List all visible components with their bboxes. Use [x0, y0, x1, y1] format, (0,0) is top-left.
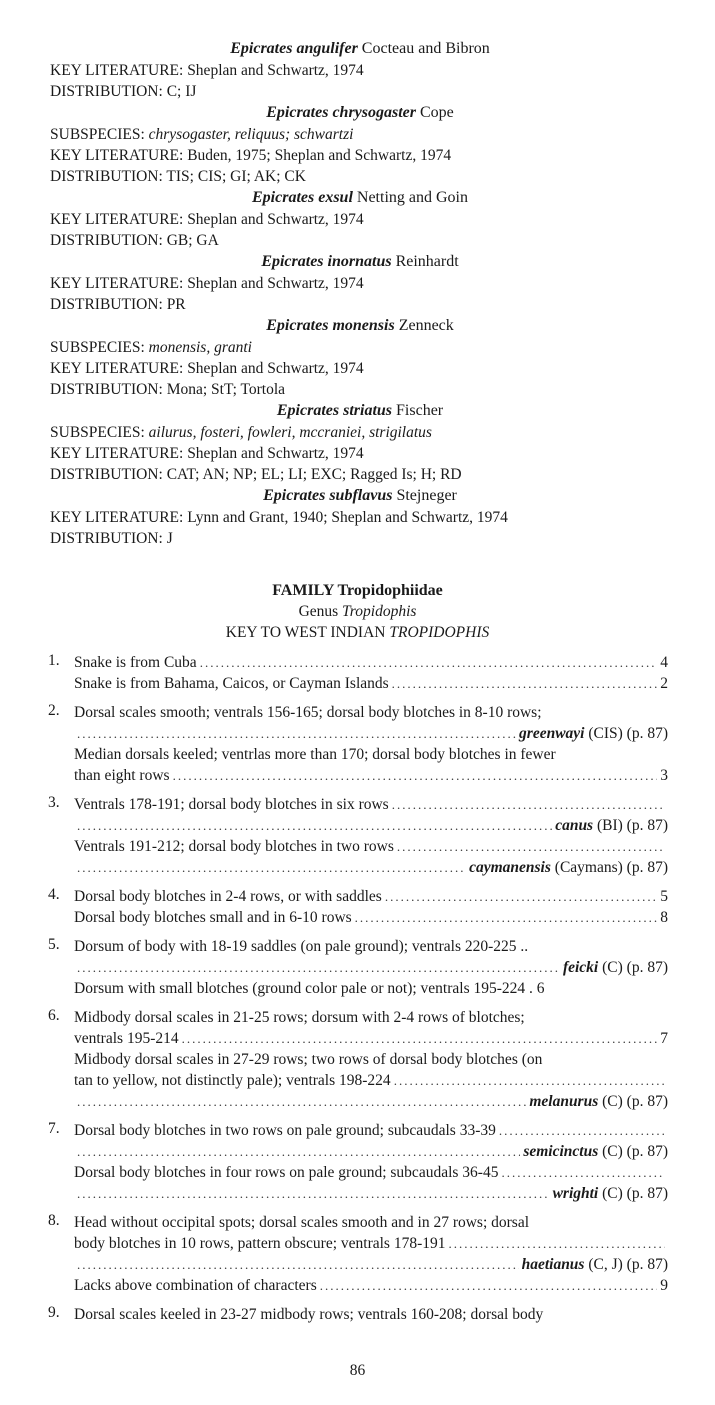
- key-line: [48, 1070, 668, 1091]
- key-line-text: Dorsal scales smooth; ventrals 156-165; dorsal body blotches in 8-10 rows;: [74, 704, 542, 721]
- leader-dots: [499, 1120, 665, 1141]
- leader-dots: [173, 765, 658, 786]
- detail-value: chrysogaster, reliquus; schwartzi: [148, 126, 354, 143]
- taxon-name: semicinctus: [523, 1143, 599, 1160]
- key-couplet: [48, 702, 668, 786]
- leader-dots: [320, 1275, 658, 1296]
- key-line: [48, 1007, 668, 1028]
- key-line: [48, 1183, 668, 1204]
- species-author: Netting and Goin: [356, 189, 468, 206]
- key-line: [48, 723, 668, 744]
- couplet-number: 2.: [48, 702, 60, 719]
- detail-label: KEY LITERATURE:: [50, 62, 184, 79]
- key-line-result: 8: [660, 909, 668, 926]
- detail-value: Sheplan and Schwartz, 1974: [187, 275, 364, 292]
- key-couplet: [48, 1007, 668, 1112]
- key-couplet: [48, 886, 668, 928]
- key-line-end: [660, 886, 668, 907]
- detail-value: Sheplan and Schwartz, 1974: [187, 445, 364, 462]
- species-detail-line: [50, 379, 670, 400]
- detail-label: KEY LITERATURE:: [50, 275, 184, 292]
- couplet-number: 8.: [48, 1212, 60, 1229]
- detail-value: GB; GA: [166, 232, 219, 249]
- key-line-end: [563, 957, 668, 978]
- key-line-text: Dorsal body blotches in two rows on pale ground; subcaudals 33-39: [74, 1122, 496, 1139]
- key-line-end: [555, 815, 668, 836]
- detail-value: J: [166, 530, 173, 547]
- key-line: [48, 765, 668, 786]
- detail-value: ailurus, fosteri, fowleri, mccraniei, strigilatus: [148, 424, 432, 441]
- species-detail-line: [50, 145, 670, 166]
- leader-dots: [77, 857, 466, 878]
- leader-dots: [77, 1141, 520, 1162]
- genus-heading: [0, 603, 715, 621]
- detail-label: KEY LITERATURE:: [50, 509, 184, 526]
- key-line-end: [469, 857, 668, 878]
- key-line-result: 9: [660, 1277, 668, 1294]
- detail-value: Sheplan and Schwartz, 1974: [187, 360, 364, 377]
- key-line: [48, 1304, 668, 1325]
- taxon-name: haetianus: [521, 1256, 585, 1273]
- species-detail-line: [50, 337, 670, 358]
- key-line-result: 3: [660, 767, 668, 784]
- species-name: Epicrates angulifer: [230, 40, 358, 57]
- key-line-text: Dorsum with small blotches (ground color pale or not); ventrals 195-224 . 6: [74, 980, 545, 997]
- key-line-end: [660, 1275, 668, 1296]
- key-line-text: Dorsum of body with 18-19 saddles (on pale ground); ventrals 220-225 ..: [74, 938, 529, 955]
- key-line-end: [660, 1028, 668, 1049]
- species-name: Epicrates chrysogaster: [266, 104, 416, 121]
- key-line-text: Ventrals 178-191; dorsal body blotches in six rows: [74, 796, 389, 813]
- species-heading: [50, 251, 670, 273]
- leader-dots: [77, 1254, 519, 1275]
- leader-dots: [77, 815, 552, 836]
- key-couplet: [48, 1120, 668, 1204]
- detail-value: Sheplan and Schwartz, 1974: [187, 211, 364, 228]
- leader-dots: [394, 1070, 665, 1091]
- species-detail-line: [50, 443, 670, 464]
- couplet-number: 5.: [48, 936, 60, 953]
- key-line: [48, 857, 668, 878]
- species-author: Cope: [420, 104, 454, 121]
- key-line-text: body blotches in 10 rows, pattern obscure; ventrals 178-191: [74, 1235, 446, 1252]
- key-line-result: (BI) (p. 87): [596, 817, 668, 834]
- key-line-end: [529, 1091, 668, 1112]
- leader-dots: [385, 886, 657, 907]
- key-line-result: (C, J) (p. 87): [588, 1256, 668, 1273]
- key-couplet: [48, 1212, 668, 1296]
- detail-label: DISTRIBUTION:: [50, 530, 163, 547]
- key-line-text: ventrals 195-214: [74, 1030, 179, 1047]
- key-line: [48, 957, 668, 978]
- key-line: [48, 1120, 668, 1141]
- couplet-number: 1.: [48, 652, 60, 669]
- key-title-name: TROPIDOPHIS: [389, 624, 490, 641]
- key-line: [48, 1162, 668, 1183]
- key-line-text: tan to yellow, not distinctly pale); ventrals 198-224: [74, 1072, 391, 1089]
- key-line-text: Dorsal body blotches small and in 6-10 rows: [74, 909, 352, 926]
- species-name: Epicrates striatus: [276, 402, 393, 419]
- key-line-text: Dorsal body blotches in 2-4 rows, or with saddles: [74, 888, 382, 905]
- species-detail-line: [50, 507, 670, 528]
- species-name: Epicrates monensis: [266, 317, 395, 334]
- species-detail-line: [50, 124, 670, 145]
- key-line: [48, 652, 668, 673]
- key-line-end: [519, 723, 668, 744]
- key-title: [0, 624, 715, 642]
- key-line-result: 4: [660, 654, 668, 671]
- key-line-text: Ventrals 191-212; dorsal body blotches in two rows: [74, 838, 394, 855]
- species-author: Reinhardt: [395, 253, 459, 270]
- key-line-result: (C) (p. 87): [602, 1093, 668, 1110]
- species-author: Fischer: [396, 402, 444, 419]
- key-line: [48, 794, 668, 815]
- key-line-end: [553, 1183, 668, 1204]
- species-heading: [50, 38, 670, 60]
- detail-value: Sheplan and Schwartz, 1974: [187, 62, 364, 79]
- key-line-text: Midbody dorsal scales in 27-29 rows; two rows of dorsal body blotches (on: [74, 1051, 543, 1068]
- detail-label: SUBSPECIES:: [50, 339, 145, 356]
- key-line-result: (CIS) (p. 87): [588, 725, 668, 742]
- key-line-result: 5: [660, 888, 668, 905]
- species-detail-line: [50, 60, 670, 81]
- key-line-text: Snake is from Bahama, Caicos, or Cayman Islands: [74, 675, 389, 692]
- genus-name: Tropidophis: [342, 603, 417, 620]
- taxon-name: melanurus: [529, 1093, 599, 1110]
- detail-value: CAT; AN; NP; EL; LI; EXC; Ragged Is; H; RD: [166, 466, 462, 483]
- key-line-text: Head without occipital spots; dorsal scales smooth and in 27 rows; dorsal: [74, 1214, 530, 1231]
- species-heading: [50, 315, 670, 337]
- key-line-text: Dorsal body blotches in four rows on pale ground; subcaudals 36-45: [74, 1164, 499, 1181]
- detail-label: KEY LITERATURE:: [50, 445, 184, 462]
- couplet-number: 3.: [48, 794, 60, 811]
- key-line: [48, 978, 668, 999]
- detail-label: DISTRIBUTION:: [50, 232, 163, 249]
- species-author: Cocteau and Bibron: [361, 40, 490, 57]
- couplet-number: 9.: [48, 1304, 60, 1321]
- key-line: [48, 1212, 668, 1233]
- key-line: [48, 1141, 668, 1162]
- species-name: Epicrates subflavus: [263, 487, 393, 504]
- key-line-end: [522, 1254, 668, 1275]
- key-line: [48, 1275, 668, 1296]
- species-detail-line: [50, 422, 670, 443]
- page-number: 86: [349, 1362, 366, 1379]
- species-detail-line: [50, 358, 670, 379]
- key-couplet: [48, 1304, 668, 1325]
- taxon-name: canus: [555, 817, 594, 834]
- leader-dots: [397, 836, 665, 857]
- key-line-result: (C) (p. 87): [602, 959, 668, 976]
- key-line: [48, 744, 668, 765]
- detail-label: KEY LITERATURE:: [50, 211, 184, 228]
- species-detail-line: [50, 273, 670, 294]
- couplet-number: 7.: [48, 1120, 60, 1137]
- key-line: [48, 702, 668, 723]
- key-line: [48, 1233, 668, 1254]
- key-line-text: Dorsal scales keeled in 23-27 midbody rows; ventrals 160-208; dorsal body: [74, 1306, 544, 1323]
- detail-label: KEY LITERATURE:: [50, 360, 184, 377]
- couplet-number: 4.: [48, 886, 60, 903]
- leader-dots: [77, 1091, 526, 1112]
- key-line-end: [660, 652, 668, 673]
- detail-value: PR: [166, 296, 186, 313]
- leader-dots: [392, 794, 665, 815]
- species-detail-line: [50, 230, 670, 251]
- key-line-text: Snake is from Cuba: [74, 654, 197, 671]
- couplet-number: 6.: [48, 1007, 60, 1024]
- taxon-name: caymanensis: [469, 859, 551, 876]
- leader-dots: [77, 1183, 550, 1204]
- key-line-result: (Caymans) (p. 87): [554, 859, 668, 876]
- detail-value: Lynn and Grant, 1940; Sheplan and Schwartz, 1974: [187, 509, 508, 526]
- key-line-text: Lacks above combination of characters: [74, 1277, 317, 1294]
- species-heading: [50, 485, 670, 507]
- detail-value: Mona; StT; Tortola: [166, 381, 286, 398]
- species-author: Stejneger: [396, 487, 457, 504]
- detail-value: Buden, 1975; Sheplan and Schwartz, 1974: [187, 147, 452, 164]
- species-detail-line: [50, 166, 670, 187]
- detail-label: DISTRIBUTION:: [50, 168, 163, 185]
- key-couplet: [48, 652, 668, 694]
- species-heading: [50, 400, 670, 422]
- key-line: [48, 1254, 668, 1275]
- species-author: Zenneck: [398, 317, 454, 334]
- key-line-text: than eight rows: [74, 767, 170, 784]
- detail-label: SUBSPECIES:: [50, 424, 145, 441]
- key-line: [48, 1049, 668, 1070]
- key-line-end: [660, 765, 668, 786]
- taxon-name: feicki: [562, 959, 599, 976]
- detail-label: SUBSPECIES:: [50, 126, 145, 143]
- family-heading: FAMILY Tropidophiidae: [272, 582, 443, 599]
- species-detail-line: [50, 81, 670, 102]
- detail-label: DISTRIBUTION:: [50, 381, 163, 398]
- key-couplet: [48, 794, 668, 878]
- taxon-name: wrighti: [552, 1185, 599, 1202]
- detail-label: DISTRIBUTION:: [50, 466, 163, 483]
- detail-label: DISTRIBUTION:: [50, 83, 163, 100]
- key-line-result: 2: [660, 675, 668, 692]
- key-line: [48, 836, 668, 857]
- key-line: [48, 907, 668, 928]
- key-line: [48, 1091, 668, 1112]
- key-line-end: [660, 907, 668, 928]
- species-accounts: [50, 38, 670, 549]
- leader-dots: [182, 1028, 658, 1049]
- species-heading: [50, 187, 670, 209]
- key-couplet: [48, 936, 668, 999]
- key-line: [48, 886, 668, 907]
- key-title-prefix: KEY TO WEST INDIAN: [225, 624, 386, 641]
- genus-prefix: Genus: [298, 603, 339, 620]
- species-detail-line: [50, 528, 670, 549]
- key-line-end: [523, 1141, 668, 1162]
- key-line: [48, 1028, 668, 1049]
- detail-label: DISTRIBUTION:: [50, 296, 163, 313]
- leader-dots: [501, 1162, 665, 1183]
- species-name: Epicrates exsul: [252, 189, 353, 206]
- key-line-text: Midbody dorsal scales in 21-25 rows; dorsum with 2-4 rows of blotches;: [74, 1009, 525, 1026]
- detail-value: monensis, granti: [148, 339, 252, 356]
- leader-dots: [77, 723, 516, 744]
- taxon-name: greenwayi: [519, 725, 585, 742]
- key-line-result: (C) (p. 87): [602, 1185, 668, 1202]
- species-detail-line: [50, 464, 670, 485]
- key-line-text: Median dorsals keeled; ventrlas more than 170; dorsal body blotches in fewer: [74, 746, 556, 763]
- key-line: [48, 936, 668, 957]
- species-detail-line: [50, 209, 670, 230]
- leader-dots: [355, 907, 658, 928]
- identification-key: [48, 652, 668, 1325]
- leader-dots: [449, 1233, 666, 1254]
- key-line-end: [660, 673, 668, 694]
- key-line: [48, 815, 668, 836]
- leader-dots: [77, 957, 560, 978]
- key-line-result: 7: [660, 1030, 668, 1047]
- species-name: Epicrates inornatus: [261, 253, 392, 270]
- detail-value: C; IJ: [166, 83, 197, 100]
- detail-label: KEY LITERATURE:: [50, 147, 184, 164]
- detail-value: TIS; CIS; GI; AK; CK: [166, 168, 306, 185]
- key-line: [48, 673, 668, 694]
- species-detail-line: [50, 294, 670, 315]
- leader-dots: [392, 673, 658, 694]
- leader-dots: [200, 652, 658, 673]
- species-heading: [50, 102, 670, 124]
- key-line-result: (C) (p. 87): [602, 1143, 668, 1160]
